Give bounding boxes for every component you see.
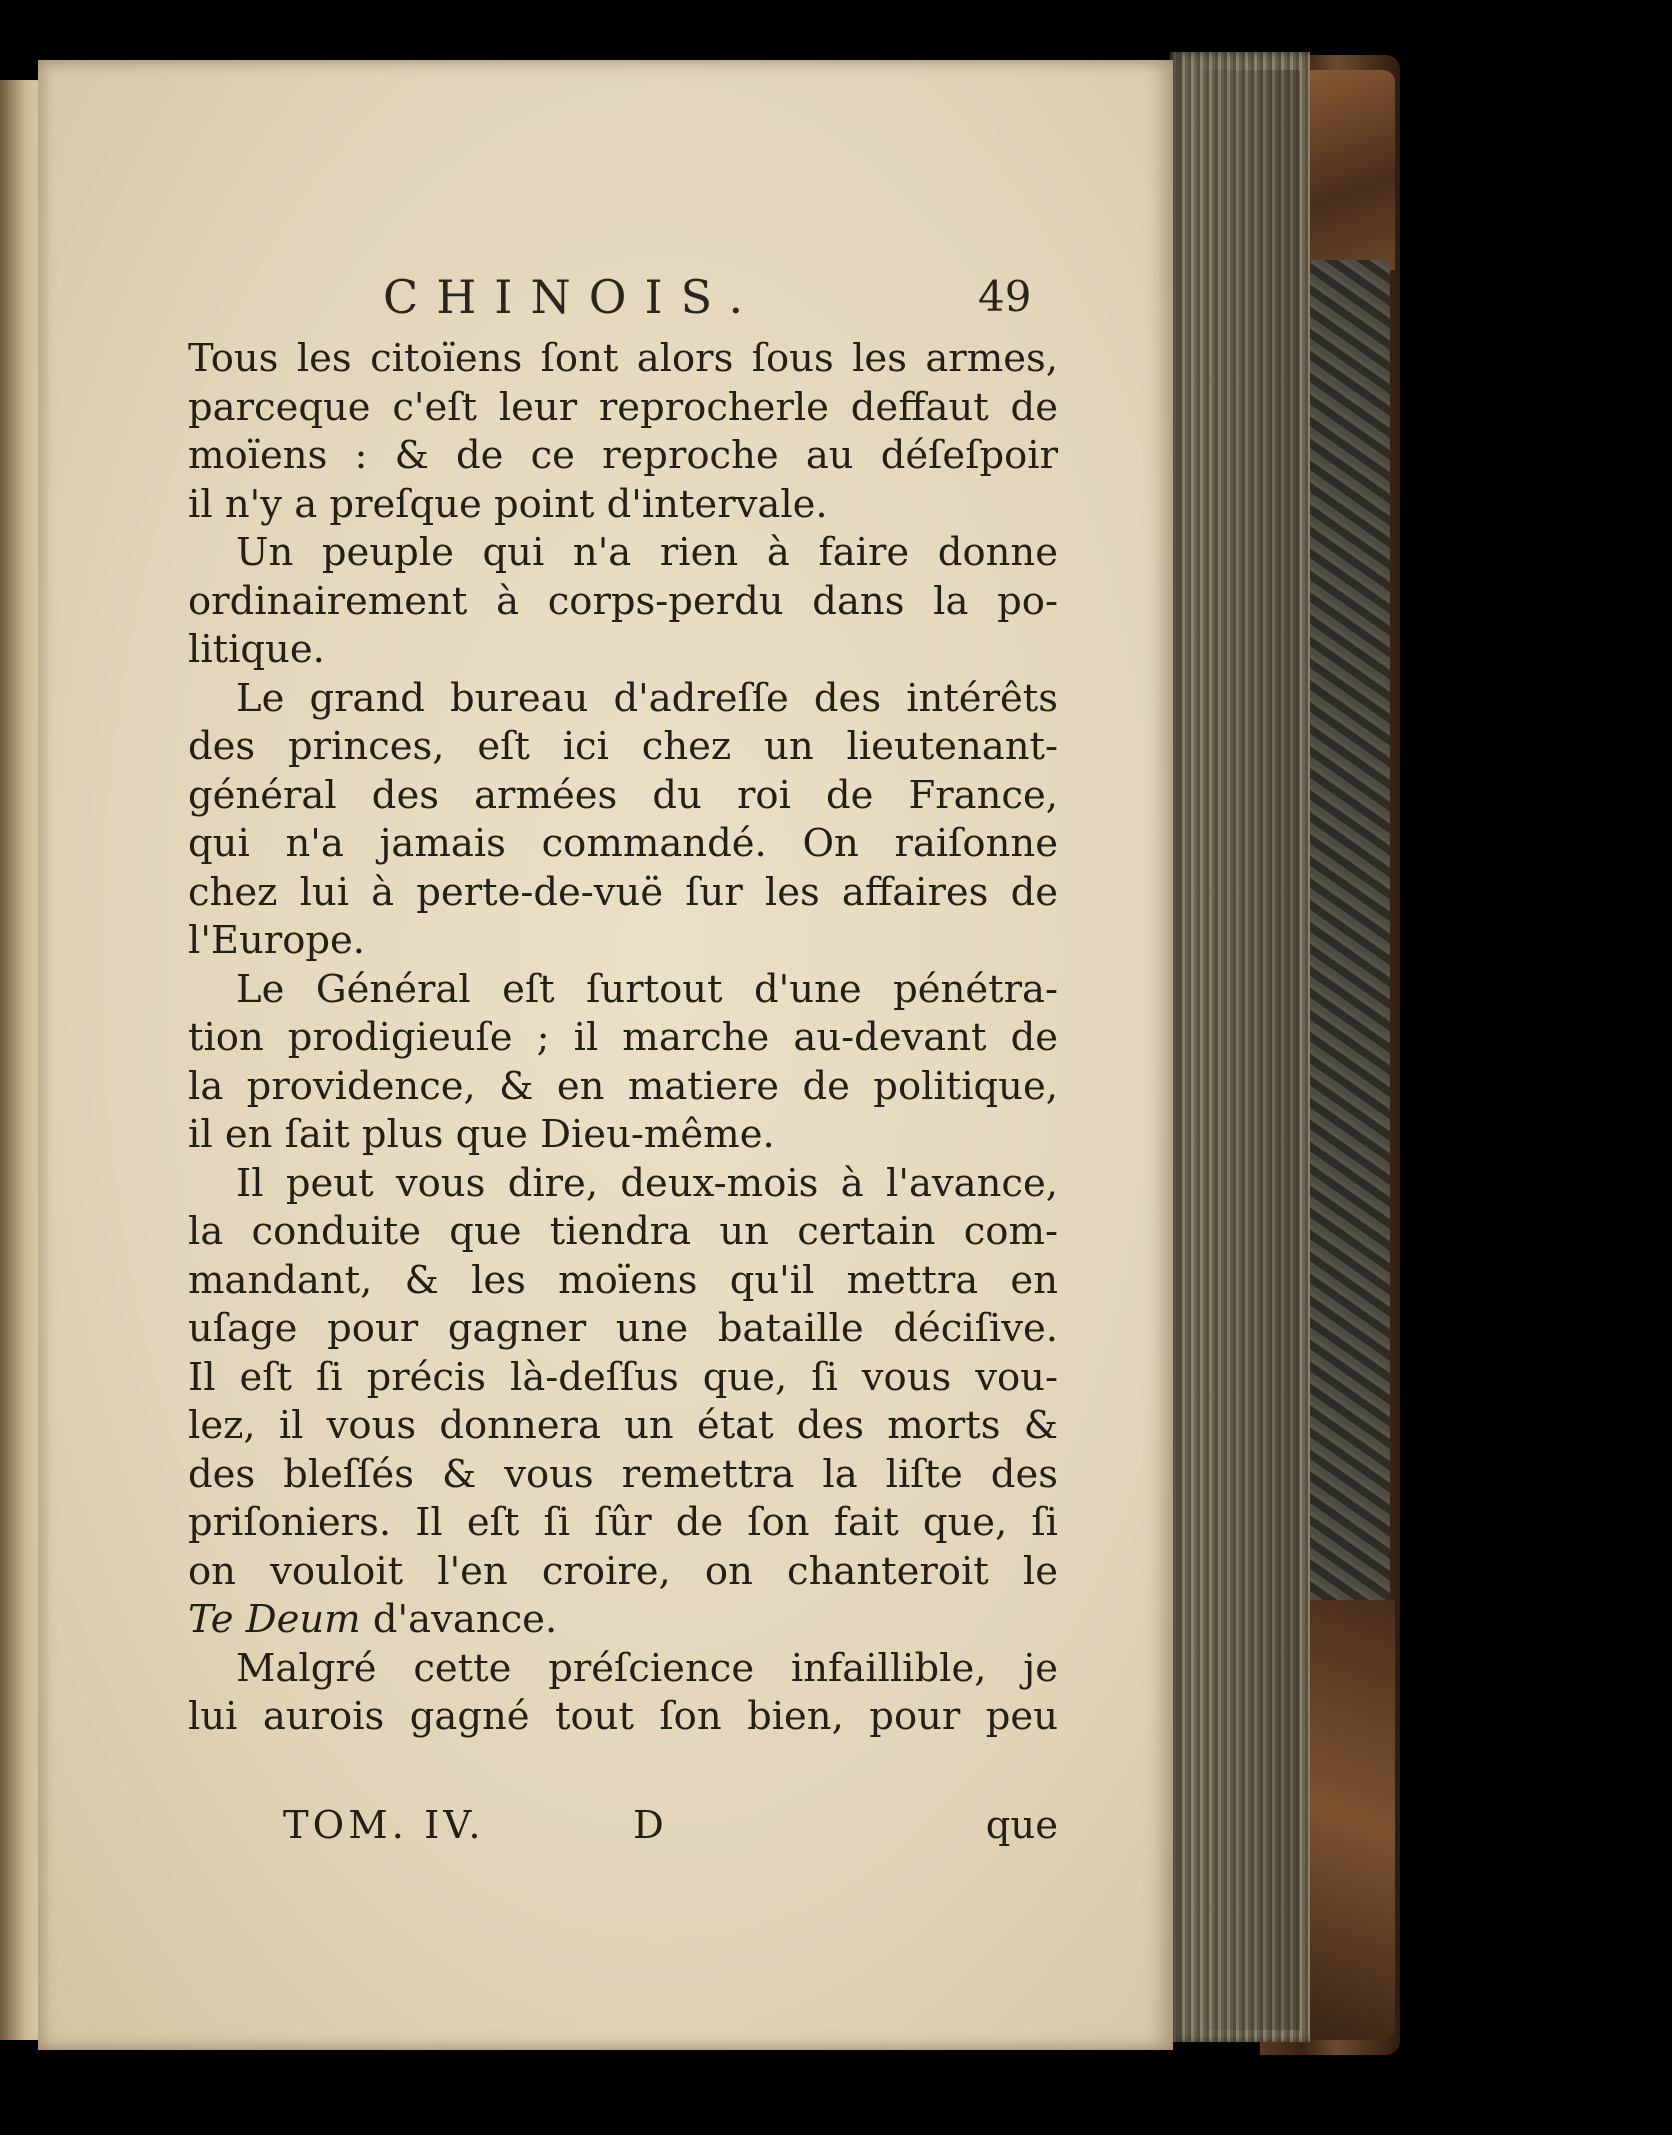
cover-marbled-paper: [1310, 260, 1390, 1620]
text-line: la providence, & en matiere de politique,: [188, 1063, 1058, 1109]
text-line: qui n'a jamais commandé. On raiſonne: [188, 821, 1058, 866]
text-line: général des armées du roi de France,: [188, 772, 1058, 818]
catchword: que: [985, 1803, 1058, 1848]
text-line: on vouloit l'en croire, on chanteroit le: [188, 1548, 1058, 1594]
book-page: [38, 60, 1173, 2050]
cover-leather-top: [1300, 70, 1395, 270]
text-line: Te Deum d'avance.: [188, 1597, 558, 1642]
page-block-shadow: [1190, 70, 1300, 2030]
text-line: ordinairement à corps-perdu dans la po-: [188, 578, 1058, 624]
text-line: il en ſait plus que Dieu-même.: [188, 1112, 775, 1157]
text-line: lez, il vous donnera un état des morts &: [188, 1403, 1058, 1448]
cover-leather-bottom: [1310, 1600, 1395, 2040]
text-line: priſoniers. Il eſt ſi ſûr de ſon fait que, ſi: [188, 1500, 1058, 1545]
page-number: 49: [978, 272, 1032, 321]
text-line: Il peut vous dire, deux-mois à l'avance,: [236, 1160, 1058, 1206]
text-line: Un peuple qui n'a rien à faire donne: [236, 530, 1058, 575]
text-line: tion prodigieuſe ; il marche au-devant de: [188, 1015, 1058, 1060]
running-head: [38, 270, 1173, 330]
signature-mark: D: [633, 1803, 664, 1848]
text-line: des bleſſés & vous remettra la liſte des: [188, 1451, 1058, 1497]
italic-phrase: Te Deum: [188, 1597, 361, 1642]
text-line: Le Général eſt ſurtout d'une pénétra-: [236, 966, 1058, 1012]
volume-mark: TOM. IV.: [283, 1803, 485, 1848]
text-line: Malgré cette préſcience infaillible, je: [236, 1645, 1058, 1691]
text-line: chez lui à perte-de-vuë ſur les affaires de: [188, 869, 1058, 915]
text-line: la conduite que tiendra un certain com-: [188, 1209, 1058, 1254]
text-line: lui aurois gagné tout ſon bien, pour peu: [188, 1694, 1058, 1739]
body-text: [188, 335, 1058, 1742]
running-title: CHINOIS.: [383, 270, 762, 324]
text-line: mandant, & les moïens qu'il mettra en: [188, 1257, 1058, 1303]
text-line: Il eſt ſi précis là-deſſus que, ſi vous vou-: [188, 1354, 1058, 1400]
text-line: il n'y a preſque point d'intervale.: [188, 481, 828, 527]
text-line: parceque c'eſt leur reprocherle deffaut de: [188, 384, 1058, 430]
previous-leaf-edge: [0, 80, 42, 2040]
text-line: des princes, eſt ici chez un lieutenant-: [188, 724, 1058, 769]
text-line: uſage pour gagner une bataille déciſive.: [188, 1306, 1058, 1351]
text-line: Tous les citoïens ſont alors ſous les armes,: [188, 336, 1058, 381]
text-line: litique.: [188, 627, 325, 672]
text-line: moïens : & de ce reproche au déſeſpoir: [188, 433, 1058, 478]
text-line: Le grand bureau d'adreſſe des intérêts: [236, 675, 1058, 721]
page-footer: [188, 1803, 1058, 1853]
text-line: l'Europe.: [188, 918, 366, 963]
